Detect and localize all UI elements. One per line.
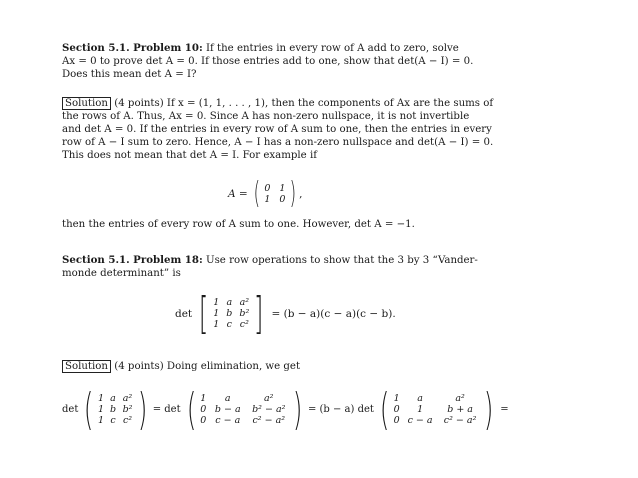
matrix-entry: 1 bbox=[200, 393, 207, 404]
elimination-grid-3 bbox=[393, 393, 480, 426]
solution-10-line-2: the rows of A. Thus, Ax = 0. Since A has non-zero nullspace, it is not invertible bbox=[62, 111, 470, 122]
right-paren: ) bbox=[483, 384, 494, 435]
matrix-entry: b + a bbox=[447, 404, 473, 415]
solution-label: Solution bbox=[62, 97, 111, 110]
problem-10-line-3: Does this mean det A = I? bbox=[62, 69, 197, 80]
left-paren: ( bbox=[84, 384, 94, 435]
matrix-entry: c − a bbox=[215, 415, 241, 426]
example-equation bbox=[228, 176, 303, 211]
problem-10-block bbox=[62, 42, 602, 81]
right-paren: ) bbox=[290, 176, 297, 211]
solution-10-line-3: and det A = 0. If the entries in every row of A sum to one, then the entries in every bbox=[62, 124, 492, 135]
solution-18-line-1 bbox=[62, 360, 602, 373]
problem-18-line-2: monde determinant” is bbox=[62, 268, 181, 279]
solution-18-points: (4 points) Doing elimination, we get bbox=[110, 361, 301, 372]
problem-18-heading: Section 5.1. Problem 18: bbox=[62, 254, 203, 266]
solution-10-line-1 bbox=[62, 97, 602, 110]
elimination-grid-2 bbox=[200, 393, 289, 426]
problem-10-line-1 bbox=[62, 42, 602, 55]
det-label: det bbox=[175, 307, 193, 320]
problem-10-line-2: Ax = 0 to prove det A = 0. If those entries add to one, show that det(A − I) = 0. bbox=[62, 56, 474, 67]
conclusion-line: then the entries of every row of A sum to one. However, det A = −1. bbox=[62, 219, 415, 230]
solution-10-line-5: This does not mean that det A = I. For example if bbox=[62, 150, 317, 161]
example-matrix bbox=[251, 176, 299, 211]
matrix-entry: 0 bbox=[200, 415, 207, 426]
left-paren: ( bbox=[253, 176, 260, 211]
elimination-matrix-1 bbox=[80, 384, 150, 435]
matrix-entry: 1 bbox=[97, 415, 105, 426]
matrix-entry: c bbox=[226, 319, 232, 330]
matrix-entry: a² bbox=[264, 393, 274, 404]
matrix-entry: 0 bbox=[279, 193, 286, 205]
matrix-entry: c² − a² bbox=[252, 415, 286, 426]
matrix-entry: b² − a² bbox=[252, 404, 286, 415]
matrix-entry: 1 bbox=[213, 308, 220, 319]
matrix-entry: a² bbox=[239, 297, 250, 308]
matrix-entry: a bbox=[226, 297, 233, 308]
matrix-entry: 1 bbox=[213, 319, 220, 330]
matrix-entry: a² bbox=[122, 393, 133, 404]
matrix-entry: b bbox=[226, 308, 233, 319]
equals-factor-det: = (b − a) det bbox=[307, 404, 374, 415]
left-bracket: [ bbox=[199, 288, 209, 339]
example-end: , bbox=[299, 187, 303, 200]
matrix-entry: 0 bbox=[264, 182, 271, 194]
left-paren: ( bbox=[186, 384, 196, 435]
matrix-entry: 1 bbox=[97, 393, 105, 404]
matrix-entry: a² bbox=[455, 393, 465, 404]
elimination-matrix-2 bbox=[183, 384, 306, 435]
matrix-entry: 1 bbox=[417, 404, 424, 415]
problem-10-text-1: If the entries in every row of A add to zero, solve bbox=[202, 43, 459, 54]
solution-label: Solution bbox=[62, 360, 111, 373]
right-paren: ) bbox=[292, 384, 303, 435]
matrix-entry: b² bbox=[239, 308, 250, 319]
matrix-entry: c² bbox=[122, 415, 133, 426]
solution-10-line-4: row of A − I sum to zero. Hence, A − I has a non-zero nullspace and det(A − I) = 0. bbox=[62, 137, 494, 148]
vandermonde-matrix bbox=[195, 288, 267, 339]
elimination-grid-1 bbox=[98, 393, 134, 426]
vandermonde-rhs: = (b − a)(c − a)(c − b). bbox=[271, 307, 396, 320]
matrix-entry: c − a bbox=[407, 415, 433, 426]
problem-18-text-1: Use row operations to show that the 3 by 3 “Vander- bbox=[202, 255, 478, 266]
matrix-entry: 1 bbox=[279, 182, 286, 194]
example-matrix-grid bbox=[262, 183, 287, 205]
matrix-entry: 1 bbox=[213, 297, 220, 308]
solution-10-points: (4 points) If x = (1, 1, . . . , 1), then the components of Ax are the sums of bbox=[110, 98, 494, 109]
elimination-matrix-3 bbox=[376, 384, 497, 435]
problem-18-line-1 bbox=[62, 254, 602, 267]
example-lhs: A = bbox=[228, 187, 248, 200]
matrix-entry: a bbox=[417, 393, 423, 404]
left-paren: ( bbox=[379, 384, 390, 435]
elimination-chain bbox=[62, 384, 602, 435]
conclusion-block bbox=[62, 218, 602, 231]
matrix-entry: b − a bbox=[214, 404, 241, 415]
matrix-entry: c² − a² bbox=[443, 415, 477, 426]
matrix-entry: b bbox=[109, 404, 117, 415]
solution-10-block bbox=[62, 97, 602, 162]
matrix-entry: c² bbox=[239, 319, 249, 330]
vandermonde-grid bbox=[212, 297, 250, 330]
vandermonde-equation bbox=[175, 288, 396, 339]
matrix-entry: 0 bbox=[393, 415, 400, 426]
matrix-entry: 0 bbox=[393, 404, 400, 415]
matrix-entry: c bbox=[110, 415, 116, 426]
equals-det: = det bbox=[152, 404, 181, 415]
matrix-entry: 1 bbox=[97, 404, 105, 415]
matrix-entry: b² bbox=[122, 404, 133, 415]
matrix-entry: a bbox=[110, 393, 116, 404]
matrix-entry: 1 bbox=[393, 393, 400, 404]
right-bracket: ] bbox=[254, 288, 264, 339]
trailing-equals: = bbox=[500, 404, 509, 415]
problem-10-heading: Section 5.1. Problem 10: bbox=[62, 42, 203, 54]
problem-18-block bbox=[62, 254, 602, 280]
matrix-entry: a bbox=[224, 393, 231, 404]
matrix-entry: 1 bbox=[264, 193, 271, 205]
matrix-entry: 0 bbox=[200, 404, 207, 415]
det-label-1: det bbox=[62, 404, 79, 415]
right-paren: ) bbox=[137, 384, 147, 435]
solution-18-block bbox=[62, 360, 602, 373]
